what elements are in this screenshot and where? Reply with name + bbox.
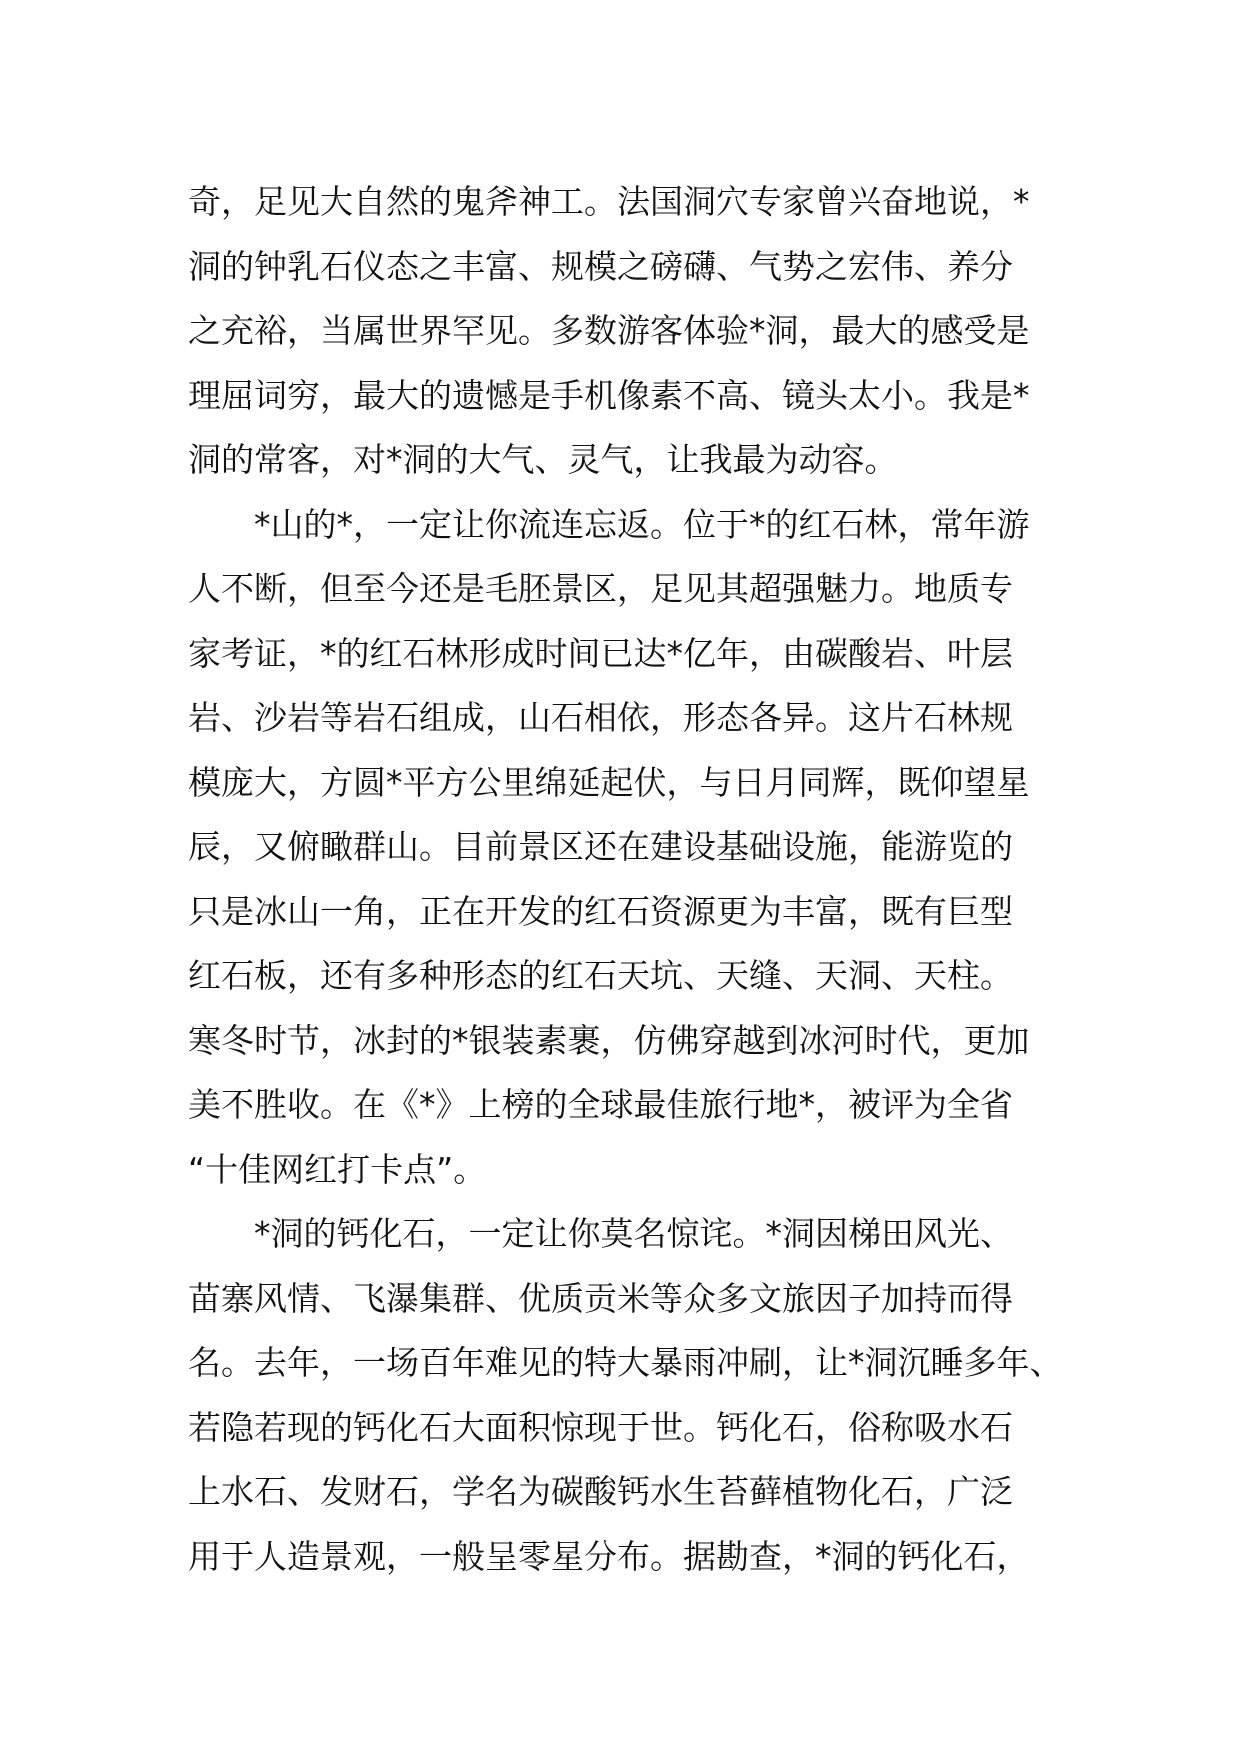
text-line: 上水石、发财石，学名为碳酸钙水生苔藓植物化石，广泛 bbox=[188, 1472, 1013, 1511]
text-line: “十佳网红打卡点”。 bbox=[188, 1149, 487, 1189]
text-line: 若隐若现的钙化石大面积惊现于世。钙化石，俗称吸水石 bbox=[188, 1407, 1013, 1447]
text-line: 苗寨风情、飞瀑集群、优质贡米等众多文旅因子加持而得 bbox=[188, 1278, 1013, 1318]
text-line: 岩、沙岩等岩石组成，山石相依，形态各异。这片石林规 bbox=[188, 698, 1013, 737]
text-line: 用于人造景观，一般呈零星分布。据勘查，*洞的钙化石， bbox=[188, 1536, 1030, 1576]
text-line: 洞的钟乳石仪态之丰富、规模之磅礴、气势之宏伟、养分 bbox=[188, 246, 1013, 286]
text-line: 名。去年，一场百年难见的特大暴雨冲刷，让*洞沉睡多年、 bbox=[188, 1343, 1063, 1382]
text-line: 洞的常客，对*洞的大气、灵气，让我最为动容。 bbox=[188, 440, 898, 479]
text-line: 理屈词穷，最大的遗憾是手机像素不高、镜头太小。我是* bbox=[188, 375, 1030, 415]
text-line: 之充裕，当属世界罕见。多数游客体验*洞，最大的感受是 bbox=[188, 311, 1030, 350]
text-line: 模庞大，方圆*平方公里绵延起伏，与日月同辉，既仰望星 bbox=[188, 762, 1030, 802]
text-line: 奇，足见大自然的鬼斧神工。法国洞穴专家曾兴奋地说，* bbox=[188, 182, 1030, 221]
text-line: 只是冰山一角，正在开发的红石资源更为丰富，既有巨型 bbox=[188, 891, 1013, 931]
text-line: 人不断，但至今还是毛胚景区，足见其超强魅力。地质专 bbox=[188, 569, 1013, 608]
text-line: 红石板，还有多种形态的红石天坑、天缝、天洞、天柱。 bbox=[188, 956, 1013, 995]
text-line: *山的*，一定让你流连忘返。位于*的红石林，常年游 bbox=[254, 504, 1030, 544]
text-line: 寒冬时节，冰封的*银装素裹，仿佛穿越到冰河时代，更加 bbox=[188, 1020, 1030, 1060]
text-line: 家考证，*的红石林形成时间已达*亿年，由碳酸岩、叶层 bbox=[188, 633, 1013, 673]
text-line: *洞的钙化石，一定让你莫名惊诧。*洞因梯田风光、 bbox=[254, 1214, 1013, 1253]
text-line: 美不胜收。在《*》上榜的全球最佳旅行地*，被评为全省 bbox=[188, 1085, 1013, 1124]
body-text bbox=[188, 170, 1068, 1589]
text-line: 辰，又俯瞰群山。目前景区还在建设基础设施，能游览的 bbox=[188, 827, 1013, 866]
